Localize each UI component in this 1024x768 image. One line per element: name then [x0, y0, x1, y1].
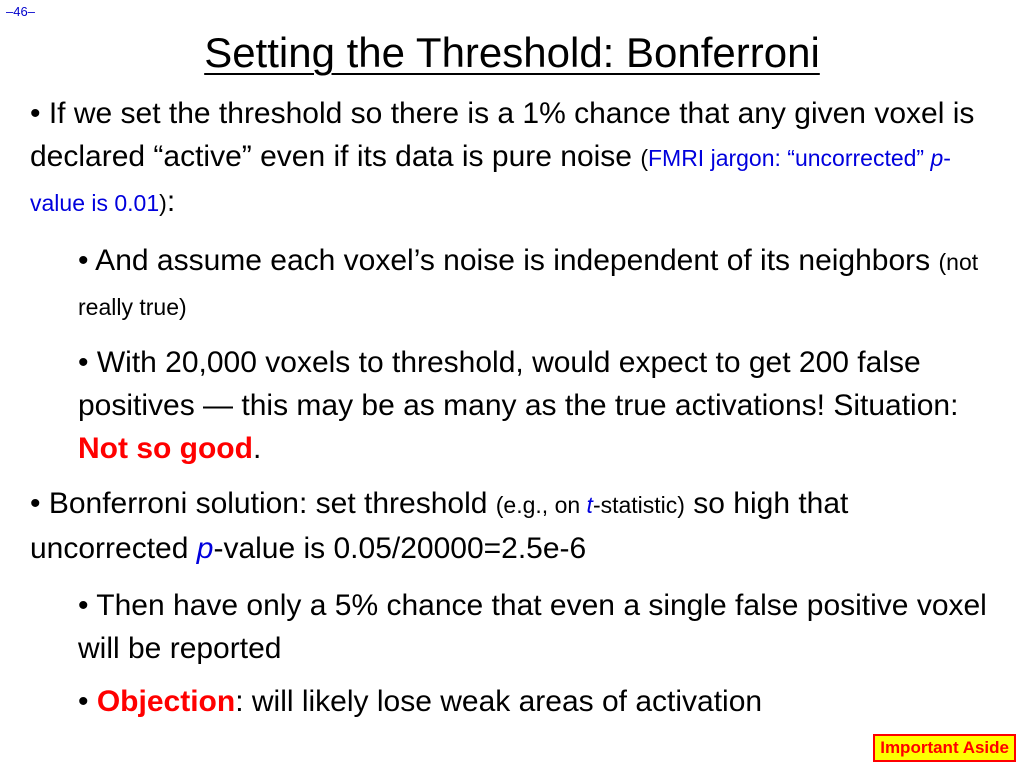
- emphasis-objection: Objection: [96, 685, 236, 718]
- sub-bullet-false-positives: [78, 341, 1005, 470]
- jargon-paren-open: (: [640, 145, 648, 171]
- bullet-bonferroni-solution: [30, 482, 1005, 570]
- bullet-period: .: [252, 432, 262, 465]
- slide-title-text: Setting the Threshold: Bonferroni: [204, 29, 820, 76]
- jargon-paren-close: ): [159, 190, 167, 216]
- page-number: –46–: [6, 4, 35, 19]
- bullet-threshold-1-percent: [30, 92, 1005, 225]
- slide-content: [30, 92, 1005, 733]
- sub-bullet-independence: [78, 239, 1005, 329]
- jargon-note-value: -value is 0.01: [30, 145, 951, 216]
- bullet-dot: •: [78, 685, 97, 718]
- bullet-text: • Then have only a 5% chance that even a single false positive voxel will be reported: [78, 589, 987, 665]
- bullet-text-value: -value is 0.05/20000=2.5e-6: [213, 532, 587, 565]
- bullet-colon: :: [166, 185, 176, 218]
- slide-title: [0, 26, 1024, 80]
- sub-bullet-objection: [78, 680, 1005, 723]
- bullet-text: • Bonferroni solution: set threshold: [30, 487, 496, 520]
- bullet-text: • With 20,000 voxels to threshold, would expect to get 200 false positives — this may be as many as the true activations! Situation:: [78, 346, 959, 422]
- sub-bullet-five-percent: [78, 584, 1005, 670]
- jargon-note: FMRI jargon: “uncorrected”: [647, 145, 931, 171]
- t-variable: t: [586, 492, 593, 518]
- bullet-text-cont: so high that uncorrected: [30, 487, 849, 565]
- bullet-text: • If we set the threshold so there is a 1% chance that any given voxel is declared “active” even if its data is pure noise: [30, 97, 975, 173]
- aside-note-end: -statistic): [592, 492, 685, 518]
- emphasis-not-so-good: Not so good: [78, 432, 253, 465]
- bullet-text: • And assume each voxel’s noise is independent of its neighbors: [78, 244, 939, 277]
- aside-note: (not really true): [78, 249, 979, 320]
- aside-note: (e.g., on: [495, 492, 587, 518]
- jargon-p-variable: p: [930, 145, 944, 171]
- p-variable: p: [196, 532, 214, 565]
- bullet-text: : will likely lose weak areas of activation: [235, 685, 763, 718]
- important-aside-badge: Important Aside: [873, 734, 1016, 762]
